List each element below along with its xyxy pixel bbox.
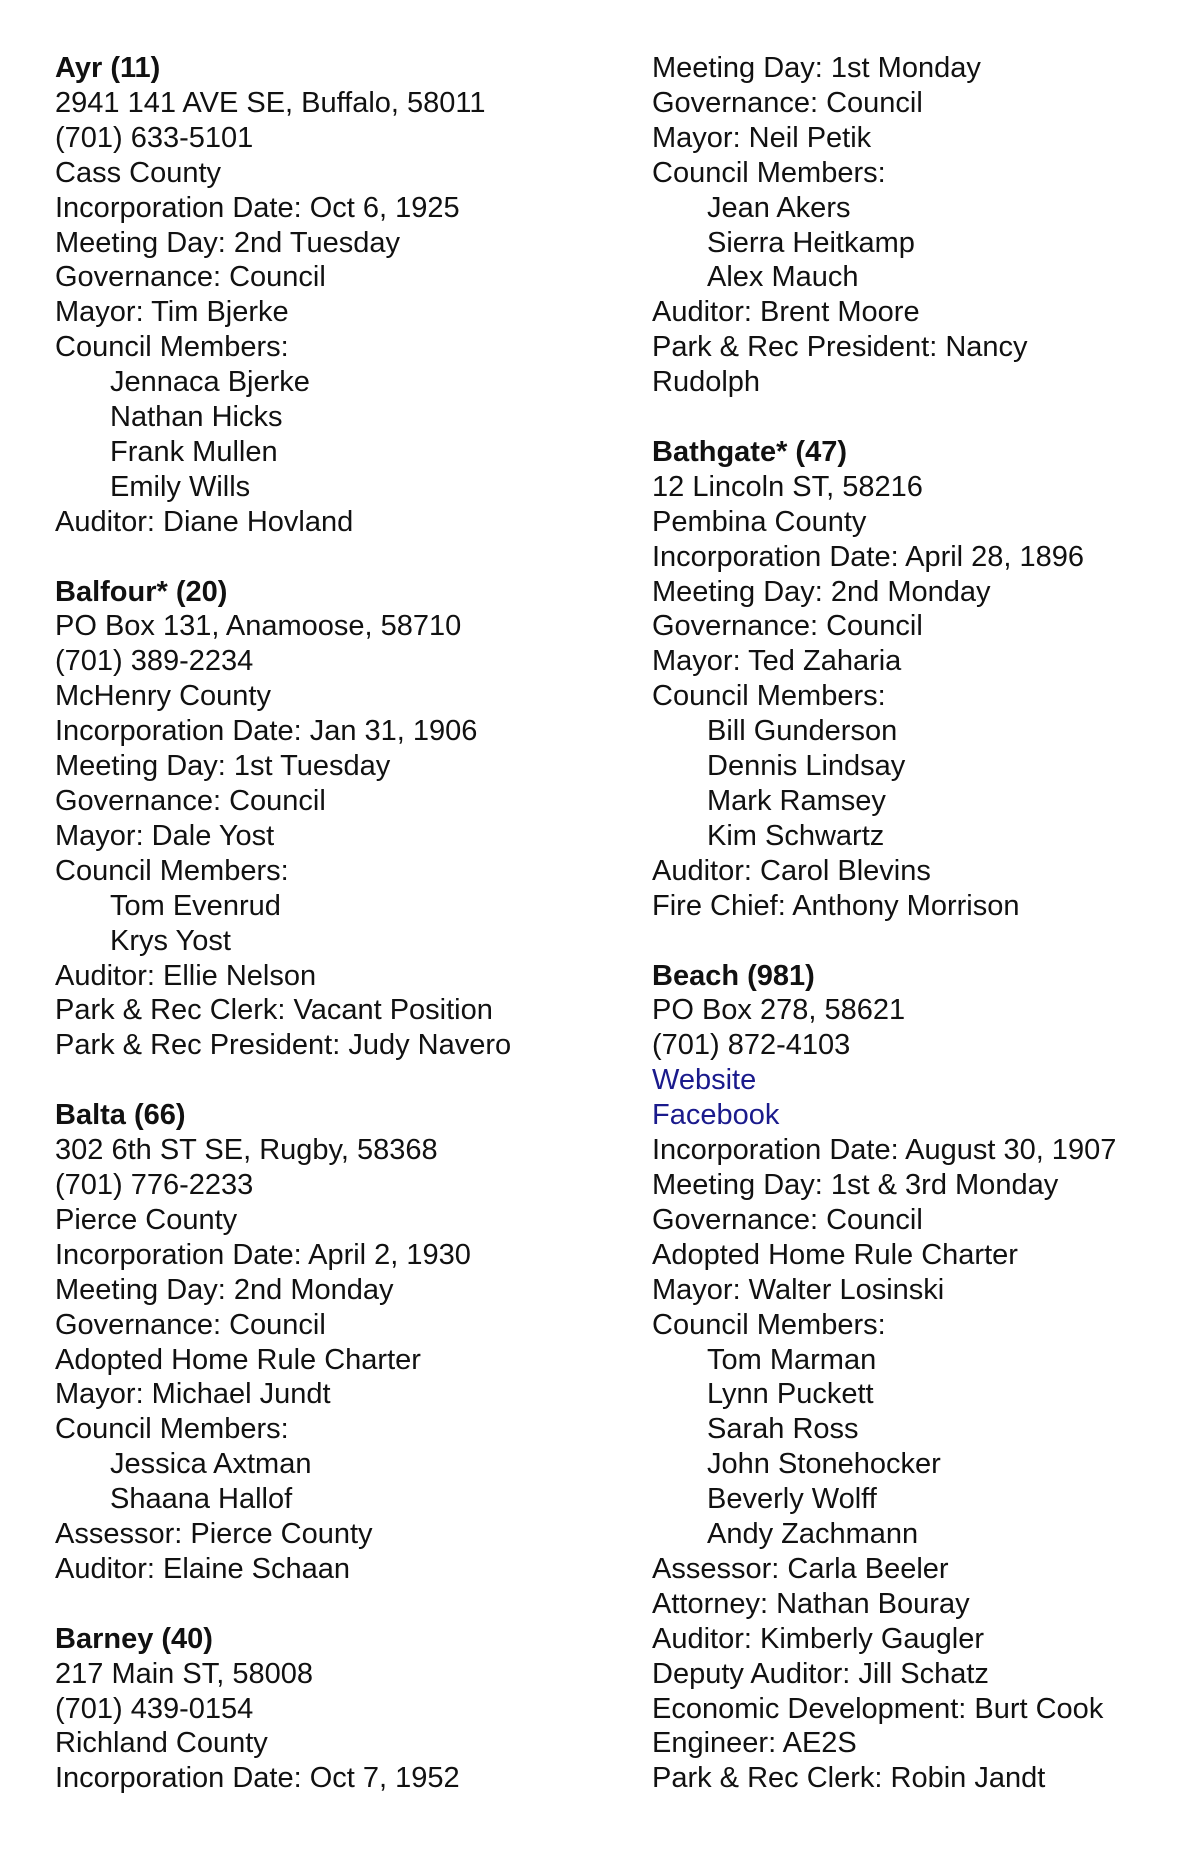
council-label: Council Members: [652,680,886,713]
park-rec-clerk: Park & Rec Clerk: Vacant Position [55,994,493,1027]
mayor: Mayor: Ted Zaharia [652,645,902,678]
council-member: Alex Mauch [707,261,859,294]
city-entry-ayr [55,51,615,540]
city-address: PO Box 131, Anamoose, 58710 [55,610,462,643]
engineer: Engineer: AE2S [652,1727,857,1760]
city-phone: (701) 872-4103 [652,1029,851,1062]
assessor: Assessor: Carla Beeler [652,1552,949,1585]
city-phone: (701) 389-2234 [55,645,254,678]
council-label: Council Members: [652,1308,886,1341]
council-member: Sarah Ross [707,1413,859,1446]
home-rule-charter: Adopted Home Rule Charter [652,1238,1018,1271]
meeting-day: Meeting Day: 1st Monday [652,52,981,84]
economic-development: Economic Development: Burt Cook [652,1692,1104,1725]
fire-chief: Fire Chief: Anthony Morrison [652,889,1020,922]
council-member: Sierra Heitkamp [707,226,915,259]
city-name: Ayr (11) [55,52,161,84]
website-link-row [652,1063,1172,1098]
park-rec-president: Park & Rec President: Nancy [652,331,1028,364]
entry-spacer [652,400,1172,435]
city-name: Balfour* (20) [55,575,228,608]
council-member: Tom Evenrud [110,889,281,922]
meeting-day: Meeting Day: 2nd Monday [55,1273,394,1306]
city-address: 12 Lincoln ST, 58216 [652,470,923,503]
entry-spacer [55,1063,615,1098]
city-entry-barney [55,1622,615,1797]
entry-spacer [55,1587,615,1622]
mayor: Mayor: Neil Petik [652,121,872,154]
city-phone: (701) 776-2233 [55,1168,254,1201]
city-name: Bathgate* (47) [652,435,847,468]
city-county: McHenry County [55,680,271,713]
park-rec-clerk: Park & Rec Clerk: Robin Jandt [652,1762,1046,1795]
left-column [55,51,615,1796]
mayor: Mayor: Walter Losinski [652,1273,945,1306]
auditor: Auditor: Kimberly Gaugler [652,1622,985,1655]
meeting-day: Meeting Day: 1st Tuesday [55,750,391,783]
city-phone: (701) 633-5101 [55,121,254,154]
city-county: Pierce County [55,1203,238,1236]
attorney: Attorney: Nathan Bouray [652,1587,970,1620]
council-member: Emily Wills [110,470,251,503]
mayor: Mayor: Dale Yost [55,819,275,852]
city-address: 302 6th ST SE, Rugby, 58368 [55,1134,438,1167]
deputy-auditor: Deputy Auditor: Jill Schatz [652,1657,989,1690]
city-entry-barney-continued [652,51,1172,400]
facebook-link[interactable]: Facebook [652,1099,780,1132]
auditor: Auditor: Brent Moore [652,296,920,329]
auditor: Auditor: Diane Hovland [55,505,354,538]
home-rule-charter: Adopted Home Rule Charter [55,1343,421,1376]
incorporation-date: Incorporation Date: August 30, 1907 [652,1134,1117,1167]
council-label: Council Members: [55,331,289,364]
park-rec-president-continued: Rudolph [652,366,761,399]
council-label: Council Members: [652,156,886,189]
council-member: Frank Mullen [110,435,278,468]
entry-spacer [652,924,1172,959]
governance: Governance: Council [55,261,326,294]
meeting-day: Meeting Day: 1st & 3rd Monday [652,1168,1059,1201]
city-entry-balta [55,1098,615,1587]
facebook-link-row [652,1098,1172,1133]
council-member: Bill Gunderson [707,715,898,748]
auditor: Auditor: Elaine Schaan [55,1552,351,1585]
auditor: Auditor: Ellie Nelson [55,959,317,992]
council-member: Tom Marman [707,1343,877,1376]
city-name: Barney (40) [55,1622,213,1655]
assessor: Assessor: Pierce County [55,1518,373,1551]
city-county: Richland County [55,1727,268,1760]
city-address: 2941 141 AVE SE, Buffalo, 58011 [55,86,486,119]
website-link[interactable]: Website [652,1064,757,1097]
mayor: Mayor: Michael Jundt [55,1378,331,1411]
incorporation-date: Incorporation Date: Oct 6, 1925 [55,191,460,224]
council-member: Lynn Puckett [707,1378,874,1411]
incorporation-date: Incorporation Date: Oct 7, 1952 [55,1762,460,1795]
city-county: Cass County [55,156,222,189]
mayor: Mayor: Tim Bjerke [55,296,289,329]
council-member: Jean Akers [707,191,851,224]
governance: Governance: Council [652,610,923,643]
council-member: Dennis Lindsay [707,750,906,783]
meeting-day: Meeting Day: 2nd Monday [652,575,991,608]
incorporation-date: Incorporation Date: April 2, 1930 [55,1238,471,1271]
city-entry-bathgate [652,435,1172,924]
auditor: Auditor: Carol Blevins [652,854,931,887]
city-address: 217 Main ST, 58008 [55,1657,313,1690]
city-name: Beach (981) [652,959,815,992]
right-column [652,51,1172,1796]
council-member: Kim Schwartz [707,819,885,852]
council-member: Jennaca Bjerke [110,366,310,399]
council-label: Council Members: [55,854,289,887]
city-phone: (701) 439-0154 [55,1692,254,1725]
incorporation-date: Incorporation Date: Jan 31, 1906 [55,715,478,748]
council-member: Shaana Hallof [110,1483,293,1516]
council-label: Council Members: [55,1413,289,1446]
council-member: Jessica Axtman [110,1448,312,1481]
governance: Governance: Council [55,785,326,818]
city-county: Pembina County [652,505,867,538]
city-entry-balfour [55,575,615,1064]
council-member: Krys Yost [110,924,231,957]
city-name: Balta (66) [55,1099,186,1132]
council-member: Beverly Wolff [707,1483,877,1516]
governance: Governance: Council [652,1203,923,1236]
council-member: John Stonehocker [707,1448,941,1481]
council-member: Nathan Hicks [110,401,283,434]
council-member: Andy Zachmann [707,1518,919,1551]
entry-spacer [55,540,615,575]
city-entry-beach [652,959,1172,1797]
incorporation-date: Incorporation Date: April 28, 1896 [652,540,1085,573]
park-rec-president: Park & Rec President: Judy Navero [55,1029,512,1062]
governance: Governance: Council [652,86,923,119]
council-member: Mark Ramsey [707,785,886,818]
city-address: PO Box 278, 58621 [652,994,906,1027]
meeting-day: Meeting Day: 2nd Tuesday [55,226,400,259]
governance: Governance: Council [55,1308,326,1341]
